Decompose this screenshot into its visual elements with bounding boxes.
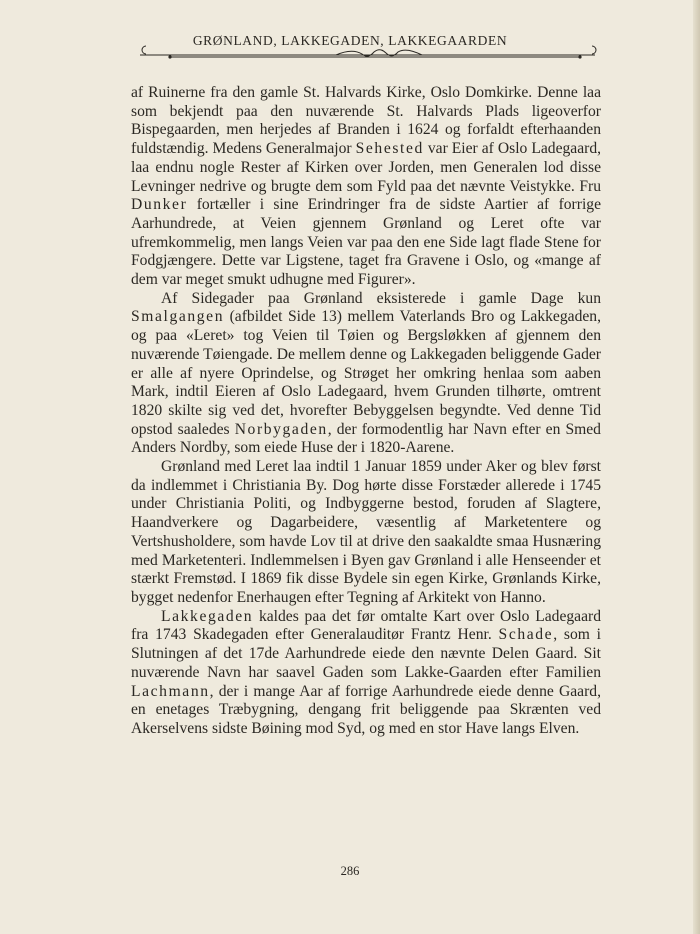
text-run: Af Sidegader paa Grønland eksisterede i gamle Dage kun xyxy=(161,289,601,307)
spaced-name: Norbygaden xyxy=(234,420,328,438)
paragraph xyxy=(131,84,601,290)
text-run: fortæller i sine Erindringer fra de sidste Aartier af forrige Aarhundrede, at Veien gjennem Grønland og Leret ofte var ufremkommelig, men langs Veien var paa den ene Side lagt flade Stene for Fodgjængere. Dette var Ligstene, taget fra Gravene i Oslo, og «mange af dem var meget smukt udhugne med Figurer». xyxy=(131,196,601,289)
paragraph xyxy=(131,290,601,458)
page-edge xyxy=(693,0,700,934)
paragraph xyxy=(131,458,601,608)
text-run: kaldes paa det før omtalte Kart over Oslo Ladegaard fra 1743 Skadegaden efter Generalauditør Frantz Henr. xyxy=(131,607,601,644)
text-run: Grønland med Leret laa indtil 1 Januar 1859 under Aker og blev først da indlemmet i Christiania By. Dog hørte disse Forstæder allerede i 1745 under Christiania Politi, og Indbyggerne bestod, foruden af Slagtere, Haandverkere og Dagarbeidere, væsentlig af Marketentere og Vertshusholdere, som havde Lov til at drive den saakaldte smaa Husnæring med Marketenteri. Indlemmelsen i Byen gav Grønland i alle Henseender et stærkt Fremstød. I 1869 fik disse Bydele sin egen Kirke, Grønlands Kirke, bygget nedenfor Enerhaugen efter Tegning af Arkitekt von Hanno. xyxy=(131,458,601,606)
spaced-name: Lachmann xyxy=(131,682,210,700)
spaced-name: Schade xyxy=(498,626,554,644)
spaced-name: Lakkegaden xyxy=(161,607,254,625)
header-rule-ornament xyxy=(140,40,600,66)
spaced-name: Smalgangen xyxy=(131,308,225,326)
text-run: af Ruinerne fra den gamle St. Halvards Kirke, Oslo Domkirke. Denne laa som bekjendt paa den nuværende St. Halvards Plads ligeoverfor Bispegaarden, men herjedes af Branden i 1624 og forfaldt efterhaanden fuldstændig. Medens Generalmajor xyxy=(131,84,601,158)
text-run: , som i Slutningen af det 17de Aarhundrede eiede den nævnte Delen Gaard. Sit nuværende Navn har saavel Gaden som Lakke-Gaarden efter Familien xyxy=(131,626,602,681)
text-run: (afbildet Side 13) mellem Vaterlands Bro og Lakkegaden, og paa «Leret» tog Veien til Tøien og Bergsløkken af gjennem den nuværende Tøiengade. De mellem denne og Lakkegaden beliggende Gader er alle af nyere Oprindelse, og Strøget her omkring henlaa som aaben Mark, indtil Eieren af Oslo Ladegaard, hvem Grunden tilhørte, omtrent 1820 skilte sig ved det, hvorefter Bebyggelsen begyndte. Ved denne Tid opstod saaledes xyxy=(131,308,601,438)
text-run: , der formodentlig har Navn efter en Smed Anders Nordby, som eiede Huse der i 1820-Aarene. xyxy=(131,420,601,457)
text-run: , der i mange Aar af forrige Aarhundrede eiede denne Gaard, en enetages Træbygning, dengang frit beliggende paa Skrænten ved Akerselvens sidste Bøining mod Syd, og med en stor Have langs Elven. xyxy=(131,682,601,737)
spaced-name: Sehested xyxy=(355,140,424,158)
paragraph xyxy=(131,608,601,739)
running-head: GRØNLAND, LAKKEGADEN, LAKKEGAARDEN xyxy=(192,33,508,48)
spaced-name: Dunker xyxy=(131,196,188,214)
page-number: 286 xyxy=(340,864,360,878)
body-text xyxy=(131,84,601,739)
text-run: var Eier af Oslo Ladegaard, laa endnu nogle Rester af Kirken over Jorden, men Generalen lod disse Levninger nedrive og brugte dem som Fyld paa det nævnte Veistykke. Fru xyxy=(131,140,602,195)
